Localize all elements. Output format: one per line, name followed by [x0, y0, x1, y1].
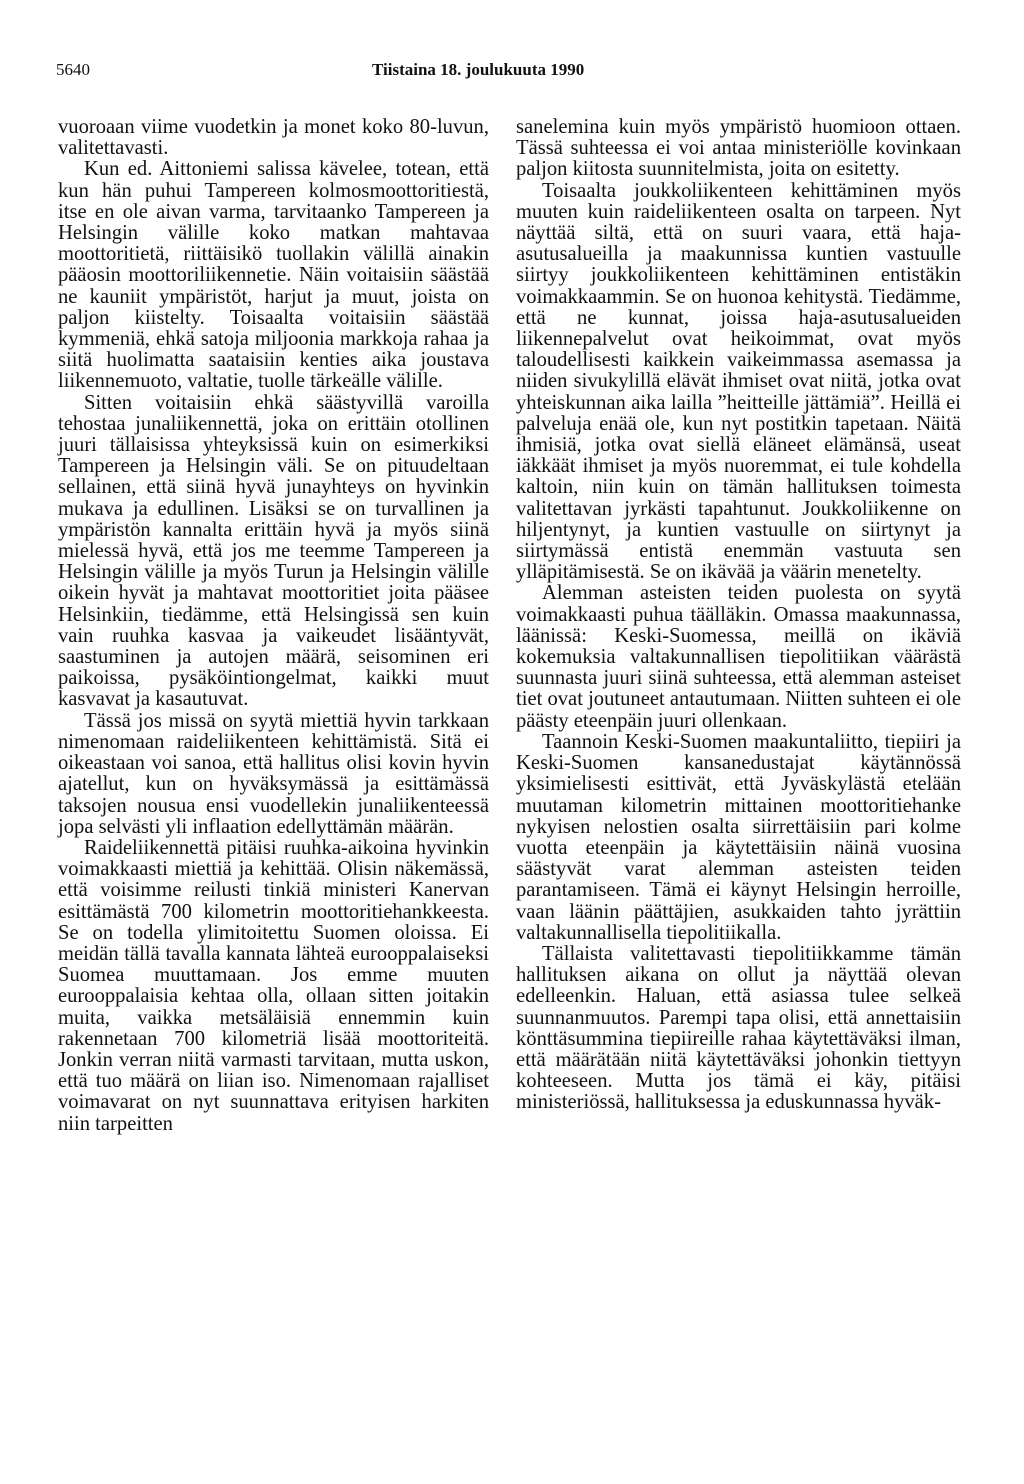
page-number: 5640	[56, 60, 90, 79]
page-header	[56, 60, 968, 84]
header-date: Tiistaina 18. joulukuuta 1990	[372, 60, 585, 79]
right-column	[516, 117, 961, 1114]
paragraph: sanelemina kuin myös ympäristö huomioon ottaen. Tässä suhteessa ei voi antaa ministeriölle kovinkaan paljon kiitosta suunnitelmista, joita on esitetty.	[516, 116, 961, 181]
paragraph: Tässä jos missä on syytä miettiä hyvin tarkkaan nimenomaan raideliikenteen kehittämistä. Sitä ei oikeastaan voi sanoa, että hallitus olisi kovin hyvin ajatellut, kun on hyväksymässä ja esittämässä taksojen nousua ensi vuodellekin junaliikenteessä jopa selvästi yli inflaation edellyttämän määrän.	[58, 709, 489, 838]
paragraph: Kun ed. Aittoniemi salissa kävelee, totean, että kun hän puhui Tampereen kolmosmoottoritiestä, itse en ole aivan varma, tarvitaanko Tampereen ja Helsingin välille koko matkan mahtavaa moottoritietä, riittäisikö tuollakin välillä ainakin pääosin moottoriliikennetie. Näin voitaisiin säästää ne kauniit ympäristöt, harjut ja muut, joista on paljon kiistelty. Toisaalta voitaisiin säästää kymmeniä, ehkä satoja miljoonia markkoja rahaa ja siitä huolimatta saataisiin kenties aika joustava liikennemuoto, valtatie, tuolle tärkeälle välille.	[58, 158, 489, 393]
paragraph: Sitten voitaisiin ehkä säästyvillä varoilla tehostaa junaliikennettä, joka on erittäin otollinen juuri tällaisissa yhteyksissä kuin on esimerkiksi Tampereen ja Helsingin väli. Se on pituudeltaan sellainen, että siinä hyvä junayhteys on hyvinkin mukava ja edullinen. Lisäksi se on turvallinen ja ympäristön kannalta erittäin hyvä ja myös siinä mielessä hyvä, että jos me teemme Tampereen ja Helsingin välille ja myös Turun ja Helsingin välille oikein hyvät ja mahtavat moottoritiet joita pääsee Helsinkiin, tiedämme, että Helsingissä sen kuin vain ruuhka kasvaa ja vaikeudet lisääntyvät, saastuminen ja autojen määrä, seisominen eri paikoissa, pysäköintiongelmat, kaikki muut kasvavat ja kasautuvat.	[58, 391, 489, 711]
paragraph: Taannoin Keski-Suomen maakuntaliitto, tiepiiri ja Keski-Suomen kansanedustajat käytännössä yksimielisesti esittivät, että Jyväskylästä etelään muutaman kilometrin mittainen moottoritiehanke nykyisen nelostien osalta siirrettäisiin pari kolme vuotta eteenpäin ja käytettäisiin näinä vuosina säästyvät varat alemman asteisten teiden parantamiseen. Tämä ei käynyt Helsingin herroille, vaan läänin päättäjien, asukkaiden tahto jyrättiin valtakunnallisella tiepolitiikalla.	[516, 730, 961, 944]
paragraph: Tällaista valitettavasti tiepolitiikkamme tämän hallituksen aikana on ollut ja näyttää olevan edelleenkin. Haluan, että asiassa tulee selkeä suunnanmuutos. Parempi tapa olisi, että annettaisiin könttäsummina tiepiireille rahaa käytettäväksi ilman, että määrätään niitä käytettäväksi johonkin tiettyyn kohteeseen. Mutta jos tämä ei käy, pitäisi ministeriössä, hallituksessa ja eduskunnassa hyväk-	[516, 942, 961, 1114]
paragraph: Alemman asteisten teiden puolesta on syytä voimakkaasti puhua täälläkin. Omassa maakunnassa, läänissä: Keski-Suomessa, meillä on ikäviä kokemuksia valtakunnallisen tiepolitiikan väärästä suunnasta juuri siinä suhteessa, että alemman asteiset tiet ovat joutuneet antautumaan. Niitten suhteen ei ole päästy eteenpäin juuri ollenkaan.	[516, 582, 961, 732]
paragraph: vuoroaan viime vuodetkin ja monet koko 80-luvun, valitettavasti.	[58, 116, 489, 160]
paragraph: Raideliikennettä pitäisi ruuhka-aikoina hyvinkin voimakkaasti miettiä ja kehittää. Olisin näkemässä, että voisimme reilusti tinkiä ministeri Kanervan esittämästä 700 kilometrin moottoritiehankkeesta. Se on todella ylimitoitettu Suomen oloissa. Ei meidän tällä tavalla kannata lähteä eurooppalaiseksi Suomea muuttamaan. Jos emme muuten eurooppalaisia kehtaa olla, ollaan sitten joitakin muita, vaikka metsäläisiä ennemmin kuin rakennetaan 700 kilometriä lisää moottoriteitä. Jonkin verran niitä varmasti tarvitaan, mutta uskon, että tuo määrä on liian iso. Nimenomaan rajalliset voimavarat on nyt suunnattava erityisen harkiten niin tarpeitten	[58, 836, 489, 1135]
paragraph: Toisaalta joukkoliikenteen kehittäminen myös muuten kuin raideliikenteen osalta on tarpeen. Nyt näyttää siltä, että on suuri vaara, että haja-asutusalueilla ja maakunnissa kuntien vastuulle siirtyy joukkoliikenteen kehittäminen entistäkin voimakkaammin. Se on huonoa kehitystä. Tiedämme, että ne kunnat, joissa haja-asutusalueiden liikennepalvelut ovat heikoimmat, ovat myös taloudellisesti kaikkein vaikeimmassa asemassa ja niiden sivukylillä elävät ihmiset ovat niitä, jotka ovat yhteiskunnan aika lailla ”heitteille jättämiä”. Heillä ei palveluja enää ole, kun nyt postitkin tapetaan. Näitä ihmisiä, jotka ovat siellä eläneet elämänsä, useat iäkkäät ihmiset ja myös nuoremmat, ei tule kohdella kaltoin, niin kuin on tämän hallituksen toimesta valitettavan jyrkästi tapahtunut. Joukkoliikenne on hiljentynyt, ja kuntien vastuulle on siirtynyt ja siirtymässä entistä enemmän vastuuta sen ylläpitämisestä. Se on ikävää ja väärin menetelty.	[516, 179, 961, 584]
left-column	[58, 117, 489, 1135]
